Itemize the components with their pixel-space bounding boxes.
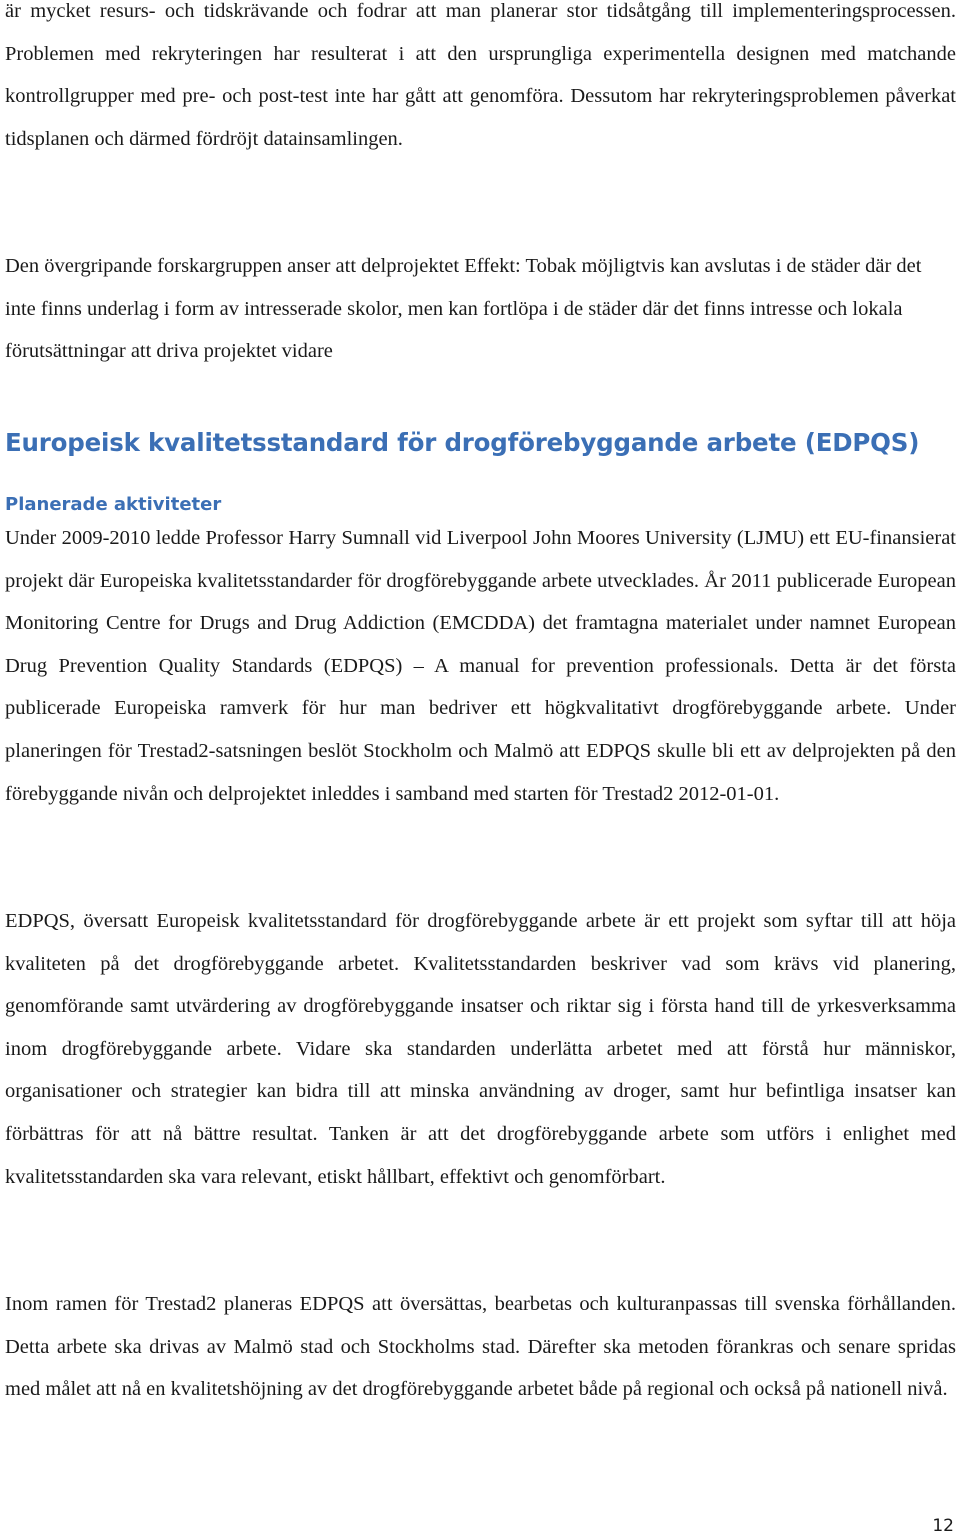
paragraph-recruitment-problems: är mycket resurs- och tidskrävande och fodrar att man planerar stor tidsåtgång till implementeringsprocessen. Problemen med rekryteringen har resulterat i att den ursprungliga experimentella designen med matchande kontrollgrupper med pre- och post-test inte har gått att genomföra. Dessutom har rekryteringsproblemen påverkat tidsplanen och därmed fördröjt datainsamlingen. bbox=[5, 0, 956, 150]
paragraph-edpqs-background: Under 2009-2010 ledde Professor Harry Sumnall vid Liverpool John Moores University (LJMU) ett EU-finansierat projekt där Europeiska kvalitetsstandarder för drogförebyggande arbete utvecklades. År 2011 publicerade European Monitoring Centre for Drugs and Drug Addiction (EMCDDA) det framtagna materialet under namnet European Drug Prevention Quality Standards (EDPQS) – A manual for prevention professionals. Detta är det första publicerade Europeiska ramverk för hur man bedriver ett högkvalitativt drogförebyggande arbete. Under planeringen för Trestad2-satsningen beslöt Stockholm och Malmö att EDPQS skulle bli ett av delprojekten på den förebyggande nivån och delprojektet inleddes i samband med starten för Trestad2 2012-01-01. bbox=[5, 527, 956, 805]
section-heading: Europeisk kvalitetsstandard för drogförebyggande arbete (EDPQS) bbox=[5, 428, 920, 457]
paragraph-edpqs-description: EDPQS, översatt Europeisk kvalitetsstandard för drogförebyggande arbete är ett projekt som syftar till att höja kvaliteten på det drogförebyggande arbetet. Kvalitetsstandarden beskriver vad som krävs vid planering, genomförande samt utvärdering av drogförebyggande insatser och riktar sig i första hand till de yrkesverksamma inom drogförebyggande arbete. Vidare ska standarden underlätta arbetet med att förstå hur människor, organisationer och strategier kan bidra till att minska användning av droger, samt hur befintliga insatser kan förbättras för att nå bättre resultat. Tanken är att det drogförebyggande arbete som utförs i enlighet med kvalitetsstandarden ska vara relevant, etiskt hållbart, effektivt och genomförbart. bbox=[5, 910, 956, 1188]
page-number: 12 bbox=[932, 1516, 954, 1536]
paragraph-edpqs-plan: Inom ramen för Trestad2 planeras EDPQS att översättas, bearbetas och kulturanpassas till svenska förhållanden. Detta arbete ska drivas av Malmö stad och Stockholms stad. Därefter ska metoden förankras och senare spridas med målet att nå en kvalitetshöjning av det drogförebyggande arbetet både på regional och också på nationell nivå. bbox=[5, 1293, 956, 1401]
section-subheading: Planerade aktiviteter bbox=[5, 494, 222, 515]
paragraph-research-group-view: Den övergripande forskargruppen anser att delprojektet Effekt: Tobak möjligtvis kan avslutas i de städer där det inte finns underlag i form av intresserade skolor, men kan fortlöpa i de städer där det finns intresse och lokala förutsättningar att driva projektet vidare bbox=[5, 255, 922, 363]
